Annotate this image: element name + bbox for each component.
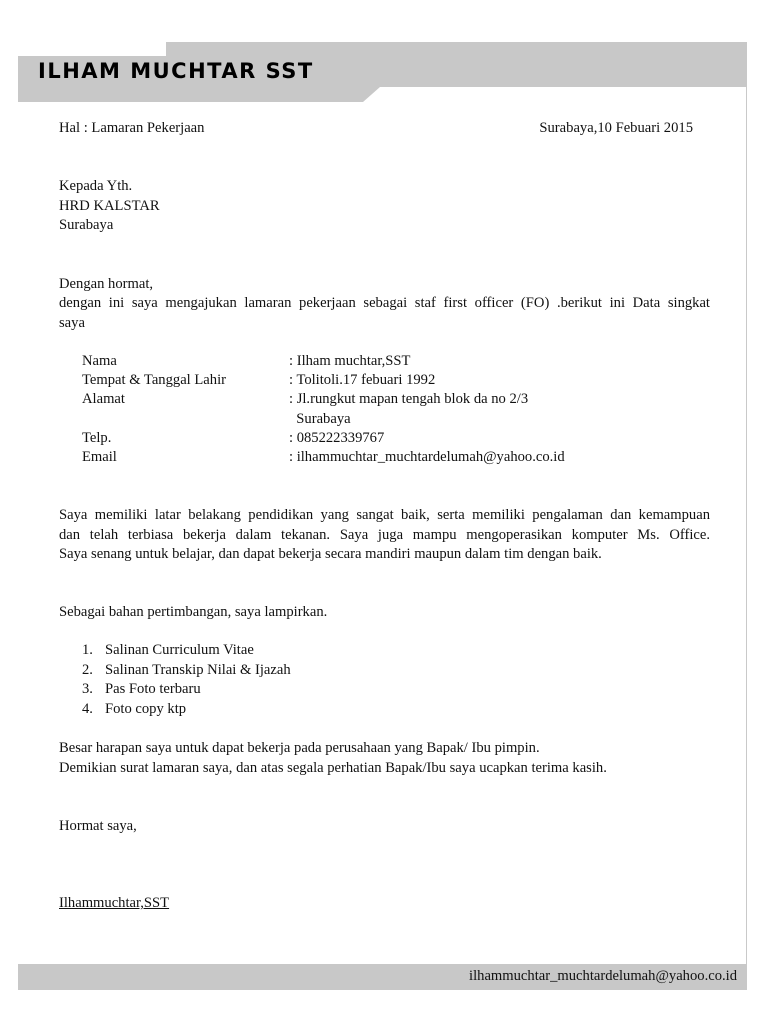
body-paragraph [59, 506, 710, 565]
body-line: Saya memiliki latar belakang pendidikan yang sangat baik, serta memiliki pengalaman dan kemampuan [59, 507, 710, 523]
subject-line: Hal : Lamaran Pekerjaan [59, 120, 205, 136]
page-title: ILHAM MUCHTAR SST [38, 59, 314, 83]
detail-label: Nama [82, 353, 117, 369]
body-line: dan telah terbiasa bekerja dalam tekanan. Saya juga mampu mengoperasikan komputer Ms. Office. [59, 526, 710, 543]
body-line: Saya senang untuk belajar, dan dapat bekerja secara mandiri maupun dalam tim dengan baik. [59, 546, 602, 562]
detail-value: : Tolitoli.17 febuari 1992 [289, 372, 436, 388]
closing-line-2: Demikian surat lamaran saya, dan atas segala perhatian Bapak/Ibu saya ucapkan terima kasih. [59, 760, 607, 776]
recipient-line-2: HRD KALSTAR [59, 198, 160, 214]
detail-label: Tempat & Tanggal Lahir [82, 372, 226, 388]
attachments-list [82, 641, 291, 719]
footer-email: ilhammuchtar_muchtardelumah@yahoo.co.id [469, 968, 737, 984]
list-item: 2. Salinan Transkip Nilai & Ijazah [82, 661, 291, 678]
detail-label: Alamat [82, 391, 125, 407]
detail-value: : 085222339767 [289, 430, 385, 446]
detail-value: Surabaya [289, 411, 351, 427]
attachments-intro: Sebagai bahan pertimbangan, saya lampirkan. [59, 604, 328, 620]
closing-line-1: Besar harapan saya untuk dapat bekerja pada perusahaan yang Bapak/ Ibu pimpin. [59, 740, 540, 756]
list-item: 1. Salinan Curriculum Vitae [82, 642, 254, 658]
detail-value: : Jl.rungkut mapan tengah blok da no 2/3 [289, 391, 529, 407]
greeting: Dengan hormat, [59, 276, 154, 292]
detail-label: Email [82, 449, 117, 465]
intro-line: saya [59, 314, 85, 331]
detail-value: : ilhammuchtar_muchtardelumah@yahoo.co.id [289, 449, 565, 465]
footer-band [18, 964, 747, 990]
list-item: 4. Foto copy ktp [82, 700, 187, 717]
signature-name: Ilhammuchtar,SST [59, 895, 170, 911]
recipient-line-3: Surabaya [59, 217, 114, 233]
list-item: 3. Pas Foto terbaru [82, 681, 201, 697]
intro-paragraph [59, 294, 710, 333]
detail-value: : Ilham muchtar,SST [289, 353, 411, 369]
detail-label: Telp. [82, 430, 112, 446]
recipient-line-1: Kepada Yth. [59, 178, 133, 194]
intro-line: dengan ini saya mengajukan lamaran pekerjaan sebagai staf first officer (FO) .berikut ini Data singkat [59, 295, 710, 311]
place-date: Surabaya,10 Febuari 2015 [539, 120, 693, 136]
sign-off: Hormat saya, [59, 818, 137, 834]
